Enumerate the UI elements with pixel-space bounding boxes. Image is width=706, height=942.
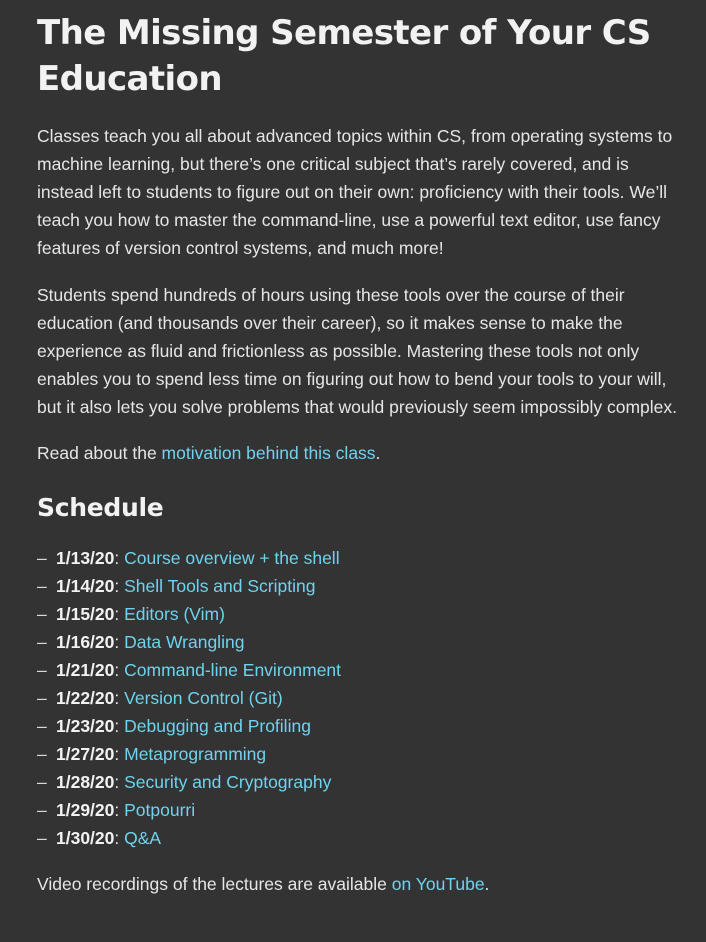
schedule-separator: : (114, 576, 125, 596)
lecture-link[interactable]: Version Control (Git) (124, 688, 283, 708)
schedule-item (37, 824, 677, 852)
schedule-separator: : (114, 548, 125, 568)
lecture-link[interactable]: Course overview + the shell (124, 548, 340, 568)
list-dash: – (37, 688, 47, 708)
schedule-separator: : (114, 632, 125, 652)
schedule-item (37, 544, 677, 572)
intro-paragraph: Classes teach you all about advanced topics within CS, from operating systems to machine learning, but there’s one critical subject that’s rarely covered, and is instead left to students to figure out on their own: proficiency with their tools. We’ll teach you how to master the command-line, use a powerful text editor, use fancy features of version control systems, and much more! (37, 126, 673, 258)
schedule-item (37, 656, 677, 684)
list-dash: – (37, 604, 47, 624)
schedule-date: 1/30/20 (56, 828, 115, 848)
list-dash: – (37, 660, 47, 680)
schedule-date: 1/13/20 (56, 548, 115, 568)
schedule-list (37, 544, 677, 852)
list-dash: – (37, 548, 47, 568)
page-title: The Missing Semester of Your CS Education (37, 13, 651, 99)
schedule-separator: : (114, 828, 125, 848)
schedule-separator: : (114, 744, 125, 764)
list-dash: – (37, 772, 47, 792)
schedule-date: 1/23/20 (56, 716, 115, 736)
schedule-separator: : (114, 660, 125, 680)
youtube-link[interactable]: on YouTube (391, 874, 485, 894)
students-paragraph: Students spend hundreds of hours using these tools over the course of their education (and thousands over their career), so it makes sense to make the experience as fluid and frictionless as possible. Mastering these tools not only enables you to spend less time on figuring out how to bend your tools to your will, but it also lets you solve problems that would previously seem impossibly complex. (37, 285, 678, 417)
schedule-separator: : (114, 604, 125, 624)
schedule-date: 1/21/20 (56, 660, 115, 680)
schedule-date: 1/16/20 (56, 632, 115, 652)
list-dash: – (37, 716, 47, 736)
schedule-item (37, 796, 677, 824)
schedule-date: 1/14/20 (56, 576, 115, 596)
list-dash: – (37, 800, 47, 820)
schedule-item (37, 740, 677, 768)
video-prefix: Video recordings of the lectures are available (37, 874, 392, 894)
schedule-item (37, 600, 677, 628)
schedule-separator: : (114, 772, 125, 792)
schedule-item (37, 712, 677, 740)
schedule-date: 1/27/20 (56, 744, 115, 764)
list-dash: – (37, 828, 47, 848)
schedule-item (37, 572, 677, 600)
list-dash: – (37, 744, 47, 764)
lecture-link[interactable]: Potpourri (124, 800, 196, 820)
schedule-item (37, 768, 677, 796)
list-dash: – (37, 576, 47, 596)
schedule-separator: : (114, 800, 125, 820)
lecture-link[interactable]: Data Wrangling (124, 632, 245, 652)
schedule-item (37, 684, 677, 712)
lecture-link[interactable]: Command-line Environment (124, 660, 342, 680)
schedule-separator: : (114, 716, 125, 736)
lecture-link[interactable]: Metaprogramming (124, 744, 267, 764)
schedule-date: 1/22/20 (56, 688, 115, 708)
schedule-heading: Schedule (37, 493, 164, 522)
motivation-paragraph (37, 439, 677, 467)
motivation-prefix: Read about the (37, 443, 162, 463)
main-content (37, 0, 677, 898)
motivation-suffix: . (375, 443, 381, 463)
lecture-link[interactable]: Security and Cryptography (124, 772, 332, 792)
schedule-date: 1/28/20 (56, 772, 115, 792)
lecture-link[interactable]: Editors (Vim) (124, 604, 225, 624)
schedule-separator: : (114, 688, 125, 708)
video-suffix: . (484, 874, 490, 894)
schedule-date: 1/15/20 (56, 604, 115, 624)
motivation-link[interactable]: motivation behind this class (161, 443, 376, 463)
schedule-item (37, 628, 677, 656)
video-paragraph (37, 870, 677, 898)
lecture-link[interactable]: Q&A (124, 828, 162, 848)
schedule-date: 1/29/20 (56, 800, 115, 820)
list-dash: – (37, 632, 47, 652)
lecture-link[interactable]: Debugging and Profiling (124, 716, 311, 736)
lecture-link[interactable]: Shell Tools and Scripting (124, 576, 316, 596)
